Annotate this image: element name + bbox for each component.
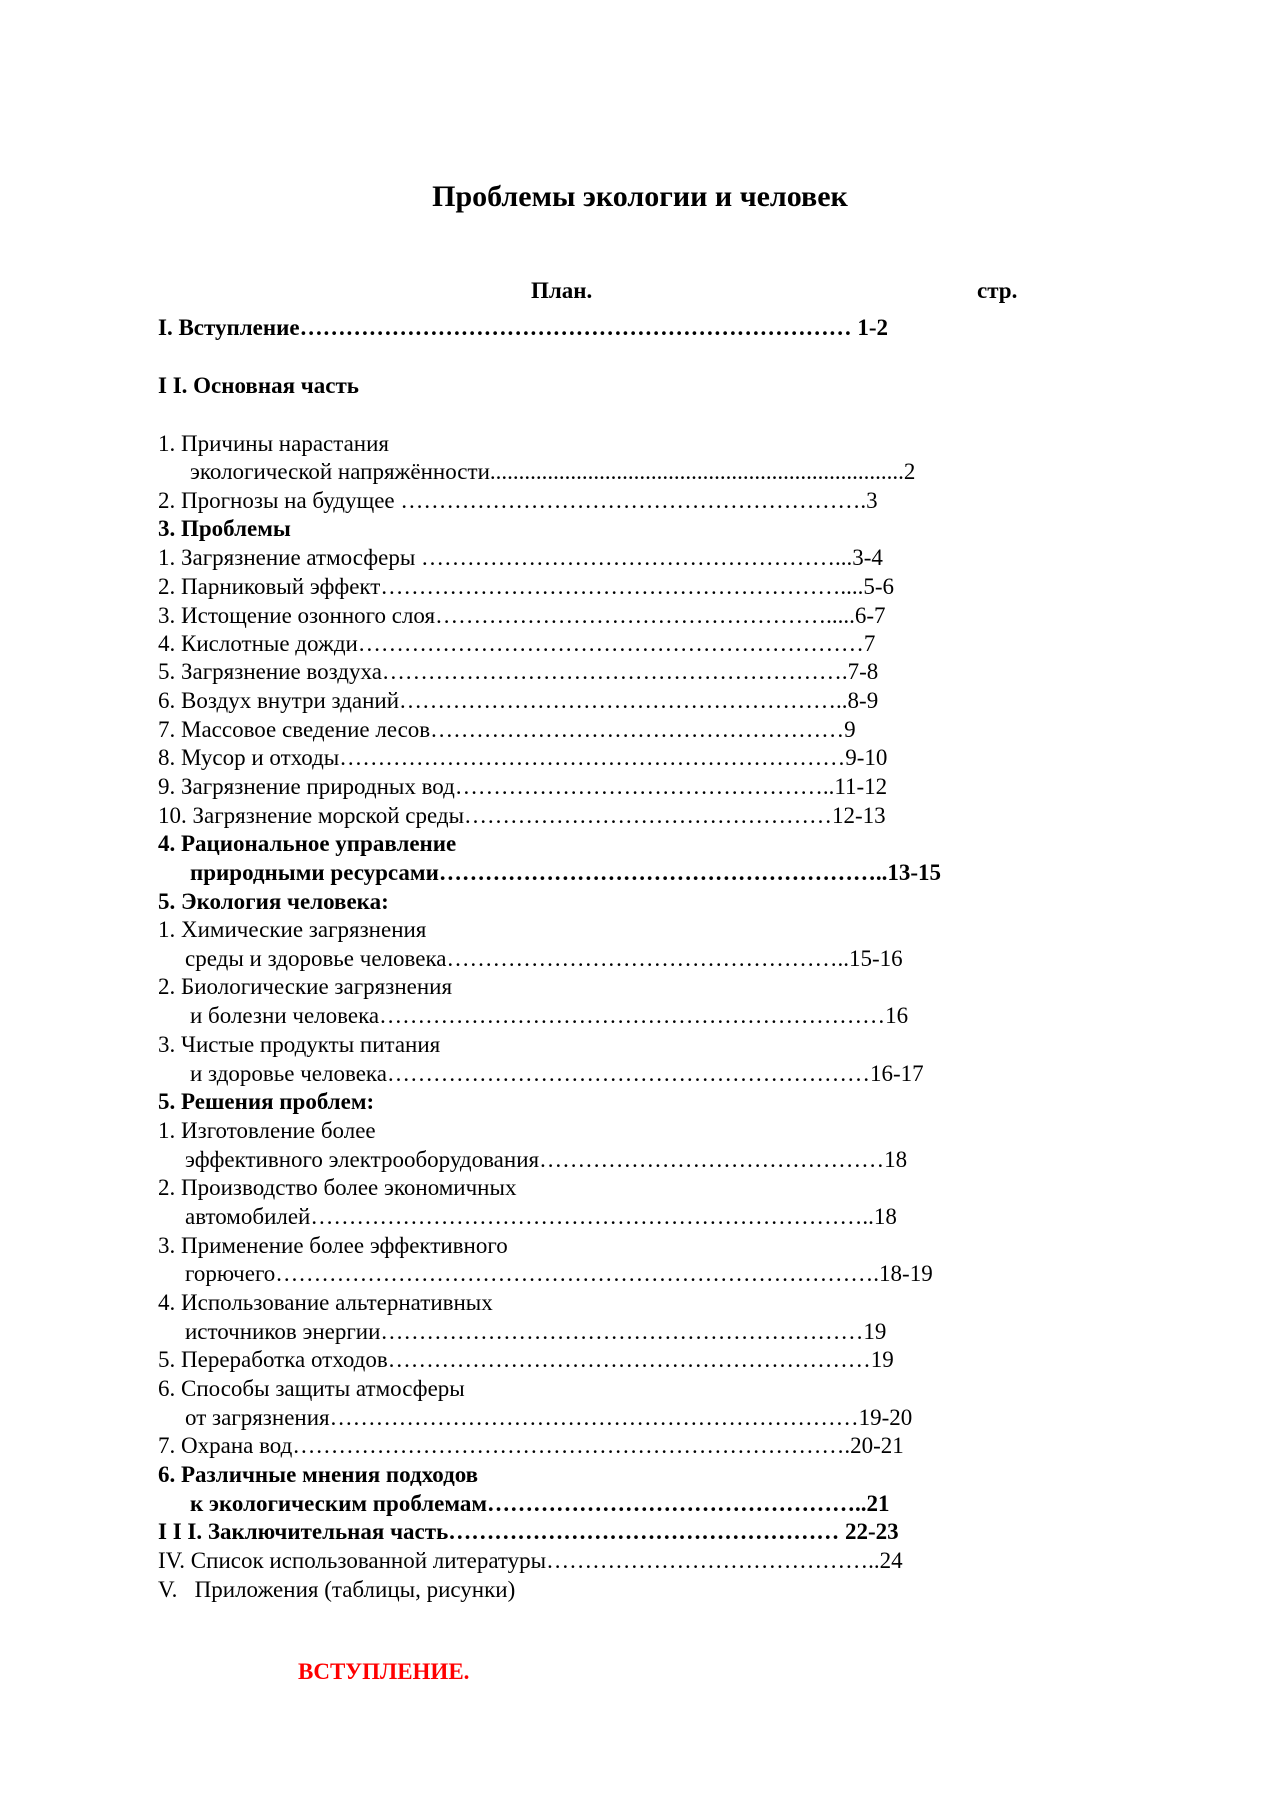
toc-line: 3. Применение более эффективного xyxy=(158,1233,508,1258)
toc-line: 2. Производство более экономичных xyxy=(158,1175,517,1200)
toc-line: 1. Изготовление более xyxy=(158,1118,376,1143)
toc-line: I I I. Заключительная часть…………………………………………… 22-23 xyxy=(158,1519,899,1544)
toc-line: 4. Рациональное управление xyxy=(158,831,457,856)
toc-line: 1. Причины нарастания xyxy=(158,431,389,456)
toc-line: 6. Различные мнения подходов xyxy=(158,1462,479,1487)
toc-line: IV. Список использованной литературы……………………………………..24 xyxy=(158,1548,903,1573)
page-column-label: стр. xyxy=(977,278,1018,303)
toc-line: 7. Охрана вод……………………………………………………………….20-21 xyxy=(158,1433,904,1458)
toc-line: от загрязнения……………………………………………………………19-20 xyxy=(185,1405,913,1430)
toc-line: 2. Биологические загрязнения xyxy=(158,974,453,999)
toc-line: V. Приложения (таблицы, рисунки) xyxy=(158,1577,516,1602)
toc-line: 3. Чистые продукты питания xyxy=(158,1032,441,1057)
toc-line: 4. Кислотные дожди…………………………………………………………7 xyxy=(158,631,876,656)
toc-line: 3. Истощение озонного слоя…………………………………………….....6-7 xyxy=(158,603,886,628)
toc-line: 5. Переработка отходов………………………………………………………19 xyxy=(158,1347,894,1372)
toc-line: 4. Использование альтернативных xyxy=(158,1290,493,1315)
toc-line: горючего…………………………………………………………………….18-19 xyxy=(185,1261,933,1286)
toc-line: 5. Экология человека: xyxy=(158,889,389,914)
toc-line: и здоровье человека………………………………………………………16-17 xyxy=(190,1061,924,1086)
toc-line: и болезни человека…………………………………………………………16 xyxy=(190,1003,909,1028)
toc-line: 5. Решения проблем: xyxy=(158,1089,375,1114)
toc-line: среды и здоровье человека……………………………………………..15-16 xyxy=(185,946,903,971)
document-title: Проблемы экологии и человек xyxy=(432,180,848,213)
toc-line: 9. Загрязнение природных вод…………………………………………..11-12 xyxy=(158,774,888,799)
toc-line: 1. Загрязнение атмосферы ………………………………………………...3-4 xyxy=(158,545,883,570)
toc-line: I. Вступление……………………………………………………………… 1-2 xyxy=(158,315,888,340)
toc-line: 3. Проблемы xyxy=(158,516,291,541)
toc-line: 10. Загрязнение морской среды…………………………………………12-13 xyxy=(158,803,886,828)
toc-line: природными ресурсами…………………………………………………..13-15 xyxy=(190,860,941,885)
toc-line: I I. Основная часть xyxy=(158,373,359,398)
toc-line: 7. Массовое сведение лесов………………………………………………9 xyxy=(158,717,856,742)
section-heading-introduction: ВСТУПЛЕНИЕ. xyxy=(298,1659,470,1684)
toc-line: эффективного электрооборудования………………………………………18 xyxy=(185,1147,908,1172)
plan-label: План. xyxy=(531,278,593,303)
toc-line: 8. Мусор и отходы…………………………………………………………9-10 xyxy=(158,745,888,770)
toc-line: к экологическим проблемам…………………………………………..21 xyxy=(190,1491,890,1516)
toc-line: экологической напряжённости........................................................................2 xyxy=(190,459,916,484)
toc-line: источников энергии………………………………………………………19 xyxy=(185,1319,887,1344)
toc-line: автомобилей………………………………………………………………..18 xyxy=(185,1204,897,1229)
toc-line: 2. Парниковый эффект……………………………………………………....5-6 xyxy=(158,574,895,599)
toc-line: 5. Загрязнение воздуха…………………………………………………….7-8 xyxy=(158,659,879,684)
toc-line: 6. Способы защиты атмосферы xyxy=(158,1376,465,1401)
toc-line: 6. Воздух внутри зданий…………………………………………………..8-9 xyxy=(158,688,879,713)
toc-line: 2. Прогнозы на будущее …………………………………………………….3 xyxy=(158,488,878,513)
toc-line: 1. Химические загрязнения xyxy=(158,917,427,942)
